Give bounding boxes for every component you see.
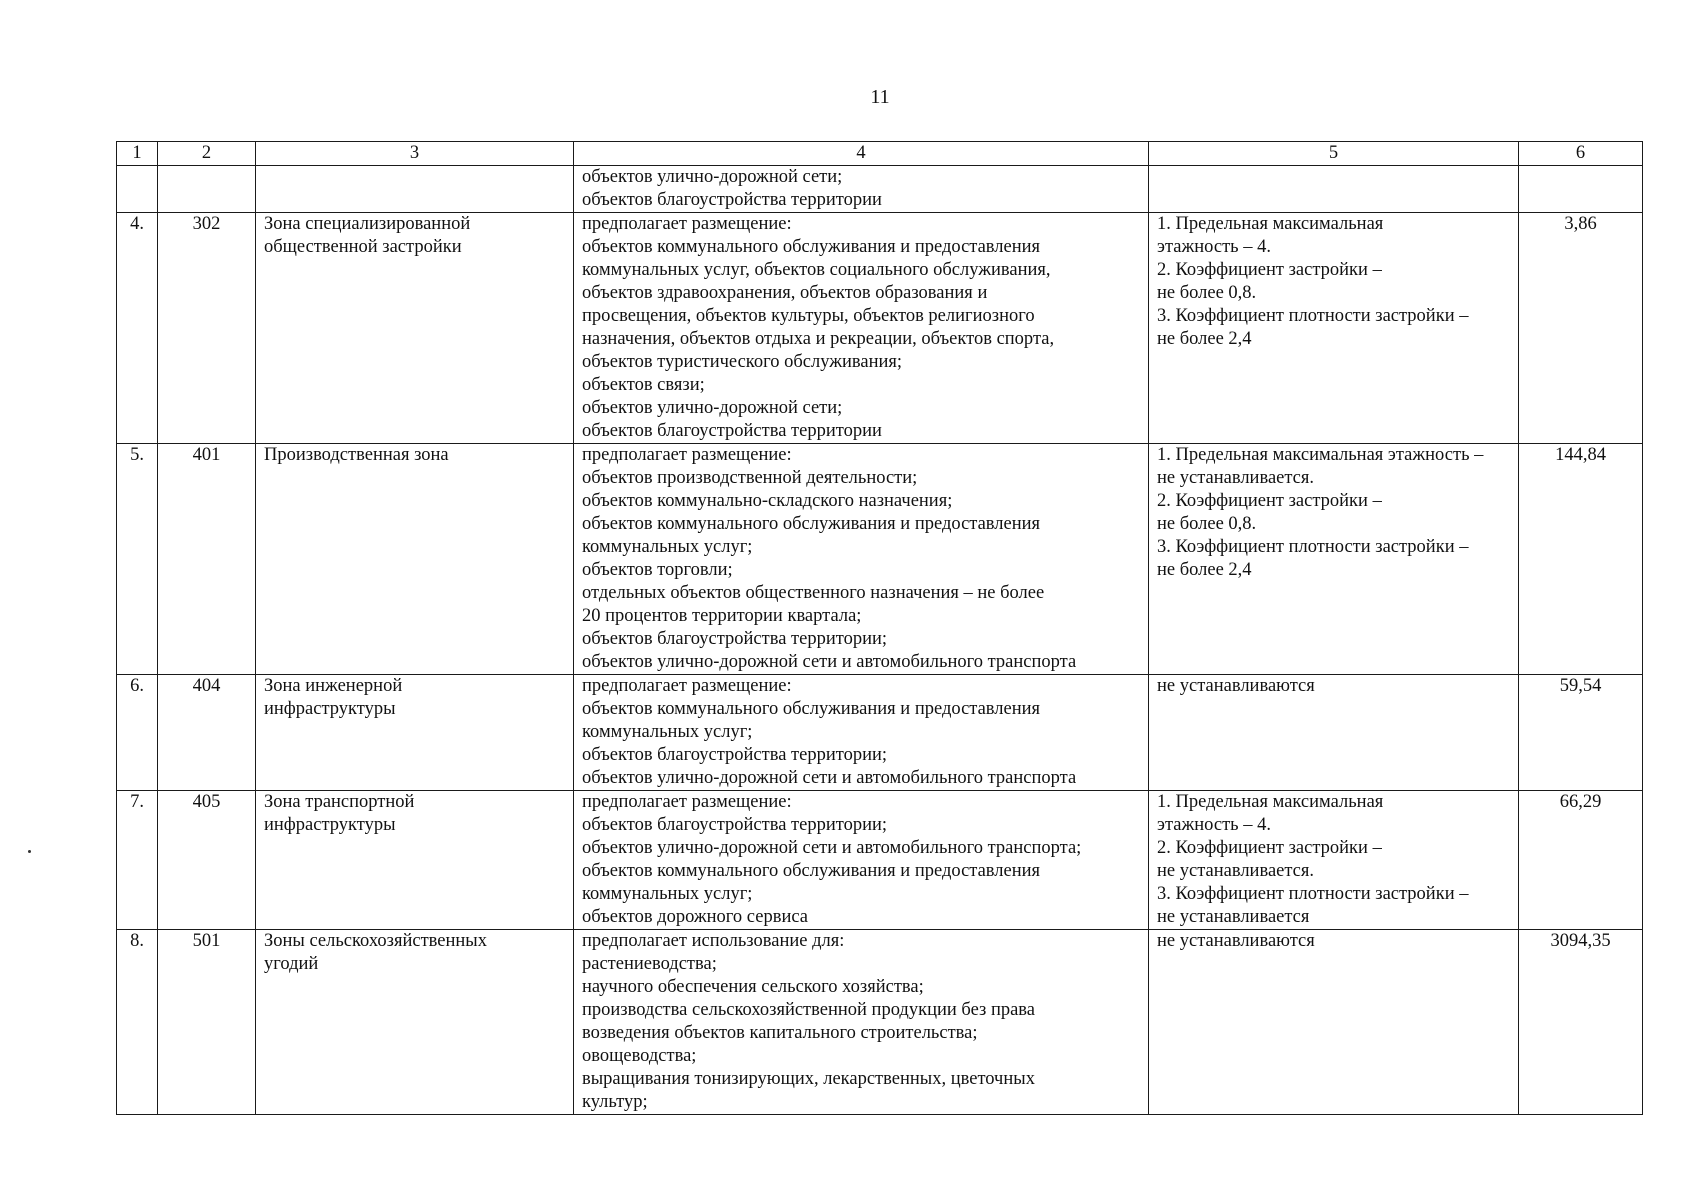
description-line: выращивания тонизирующих, лекарственных, цветочных xyxy=(582,1069,1035,1089)
description-line: предполагает размещение: xyxy=(582,214,792,234)
column-header-4: 4 xyxy=(574,142,1149,166)
column-header-2: 2 xyxy=(158,142,256,166)
zone-code: 405 xyxy=(158,791,256,930)
zone-area: 144,84 xyxy=(1519,444,1643,675)
zone-code: 302 xyxy=(158,213,256,444)
zone-code: 401 xyxy=(158,444,256,675)
description-line: объектов коммунального обслуживания и предоставления xyxy=(582,861,1041,881)
zone-name xyxy=(256,166,574,213)
description-line: коммунальных услуг; xyxy=(582,884,753,904)
row-number: 8. xyxy=(117,930,158,1115)
zone-name-line: Зона инженерной xyxy=(264,676,403,696)
description-line: объектов производственной деятельности; xyxy=(582,468,918,488)
description-line: объектов улично-дорожной сети и автомобильного транспорта xyxy=(582,652,1077,672)
description-line: объектов здравоохранения, объектов образования и xyxy=(582,283,988,303)
description-line: отдельных объектов общественного назначения – не более xyxy=(582,583,1045,603)
parameter-line: этажность – 4. xyxy=(1157,237,1271,257)
description-line: просвещения, объектов культуры, объектов религиозного xyxy=(582,306,1035,326)
zone-name xyxy=(256,213,574,444)
zone-name-line: угодий xyxy=(264,954,319,974)
parameter-line: 3. Коэффициент плотности застройки – xyxy=(1157,537,1469,557)
parameter-line: не более 0,8. xyxy=(1157,514,1257,534)
zone-name xyxy=(256,675,574,791)
zone-area: 59,54 xyxy=(1519,675,1643,791)
description-line: объектов улично-дорожной сети и автомобильного транспорта; xyxy=(582,838,1082,858)
zone-description xyxy=(574,166,1149,213)
zone-code xyxy=(158,166,256,213)
zone-description xyxy=(574,213,1149,444)
description-line: 20 процентов территории квартала; xyxy=(582,606,862,626)
zone-name xyxy=(256,791,574,930)
zone-parameters xyxy=(1149,675,1519,791)
description-line: коммунальных услуг; xyxy=(582,537,753,557)
table-row-continuation xyxy=(117,166,1643,213)
zones-table xyxy=(116,141,1643,1115)
parameter-line: не устанавливается. xyxy=(1157,861,1315,881)
description-line: коммунальных услуг; xyxy=(582,722,753,742)
parameter-line: не более 0,8. xyxy=(1157,283,1257,303)
zone-area: 66,29 xyxy=(1519,791,1643,930)
row-number xyxy=(117,166,158,213)
zone-parameters xyxy=(1149,930,1519,1115)
parameter-line: 3. Коэффициент плотности застройки – xyxy=(1157,306,1469,326)
zone-name-line: инфраструктуры xyxy=(264,815,396,835)
parameter-line: не устанавливаются xyxy=(1157,931,1315,951)
description-line: научного обеспечения сельского хозяйства; xyxy=(582,977,924,997)
header-row xyxy=(117,142,1643,166)
description-line: предполагает размещение: xyxy=(582,676,792,696)
description-line: объектов улично-дорожной сети; xyxy=(582,398,843,418)
row-number: 6. xyxy=(117,675,158,791)
table-row xyxy=(117,791,1643,930)
parameter-line: 2. Коэффициент застройки – xyxy=(1157,838,1382,858)
column-header-5: 5 xyxy=(1149,142,1519,166)
description-line: объектов дорожного сервиса xyxy=(582,907,808,927)
description-line: овощеводства; xyxy=(582,1046,697,1066)
description-line: предполагает размещение: xyxy=(582,445,792,465)
zone-name-line: инфраструктуры xyxy=(264,699,396,719)
page-number: 11 xyxy=(870,86,890,108)
description-line: объектов туристического обслуживания; xyxy=(582,352,903,372)
zone-description xyxy=(574,791,1149,930)
zone-description xyxy=(574,930,1149,1115)
zone-name-line: Зона транспортной xyxy=(264,792,415,812)
description-line: культур; xyxy=(582,1092,648,1112)
description-line: объектов коммунального обслуживания и предоставления xyxy=(582,699,1041,719)
zone-parameters xyxy=(1149,444,1519,675)
zone-name-line: общественной застройки xyxy=(264,237,462,257)
zone-description xyxy=(574,444,1149,675)
table-row xyxy=(117,930,1643,1115)
description-line: производства сельскохозяйственной продукции без права xyxy=(582,1000,1036,1020)
zone-description xyxy=(574,675,1149,791)
description-line: возведения объектов капитального строительства; xyxy=(582,1023,978,1043)
description-line: коммунальных услуг, объектов социального обслуживания, xyxy=(582,260,1051,280)
parameter-line: не устанавливается. xyxy=(1157,468,1315,488)
zone-name xyxy=(256,930,574,1115)
description-line: объектов благоустройства территории xyxy=(582,190,882,210)
description-line: объектов благоустройства территории; xyxy=(582,815,888,835)
table-row xyxy=(117,444,1643,675)
parameter-line: не более 2,4 xyxy=(1157,560,1252,580)
parameter-line: не устанавливается xyxy=(1157,907,1310,927)
zone-parameters xyxy=(1149,791,1519,930)
description-line: предполагает использование для: xyxy=(582,931,845,951)
zone-code: 404 xyxy=(158,675,256,791)
parameter-line: не устанавливаются xyxy=(1157,676,1315,696)
description-line: объектов улично-дорожной сети; xyxy=(582,167,843,187)
parameter-line: 2. Коэффициент застройки – xyxy=(1157,260,1382,280)
zone-name xyxy=(256,444,574,675)
column-header-1: 1 xyxy=(117,142,158,166)
zone-code: 501 xyxy=(158,930,256,1115)
description-line: назначения, объектов отдыха и рекреации, объектов спорта, xyxy=(582,329,1055,349)
row-number: 5. xyxy=(117,444,158,675)
description-line: объектов торговли; xyxy=(582,560,733,580)
description-line: объектов коммунально-складского назначения; xyxy=(582,491,953,511)
zone-name-line: Зоны сельскохозяйственных xyxy=(264,931,487,951)
table-row xyxy=(117,675,1643,791)
zone-parameters xyxy=(1149,213,1519,444)
scan-artifact-dot xyxy=(28,850,31,853)
parameter-line: 1. Предельная максимальная xyxy=(1157,792,1384,812)
row-number: 4. xyxy=(117,213,158,444)
column-header-6: 6 xyxy=(1519,142,1643,166)
description-line: объектов благоустройства территории; xyxy=(582,745,888,765)
description-line: объектов улично-дорожной сети и автомобильного транспорта xyxy=(582,768,1077,788)
zone-parameters xyxy=(1149,166,1519,213)
parameter-line: 1. Предельная максимальная этажность – xyxy=(1157,445,1484,465)
description-line: объектов связи; xyxy=(582,375,705,395)
parameter-line: 1. Предельная максимальная xyxy=(1157,214,1384,234)
column-header-3: 3 xyxy=(256,142,574,166)
description-line: растениеводства; xyxy=(582,954,717,974)
zone-area xyxy=(1519,166,1643,213)
description-line: объектов благоустройства территории xyxy=(582,421,882,441)
row-number: 7. xyxy=(117,791,158,930)
table-row xyxy=(117,213,1643,444)
zone-area: 3,86 xyxy=(1519,213,1643,444)
parameter-line: 2. Коэффициент застройки – xyxy=(1157,491,1382,511)
zone-area: 3094,35 xyxy=(1519,930,1643,1115)
zone-name-line: Зона специализированной xyxy=(264,214,471,234)
parameter-line: 3. Коэффициент плотности застройки – xyxy=(1157,884,1469,904)
parameter-line: этажность – 4. xyxy=(1157,815,1271,835)
description-line: объектов коммунального обслуживания и предоставления xyxy=(582,514,1041,534)
zone-name-line: Производственная зона xyxy=(264,445,449,465)
description-line: предполагает размещение: xyxy=(582,792,792,812)
description-line: объектов благоустройства территории; xyxy=(582,629,888,649)
parameter-line: не более 2,4 xyxy=(1157,329,1252,349)
description-line: объектов коммунального обслуживания и предоставления xyxy=(582,237,1041,257)
